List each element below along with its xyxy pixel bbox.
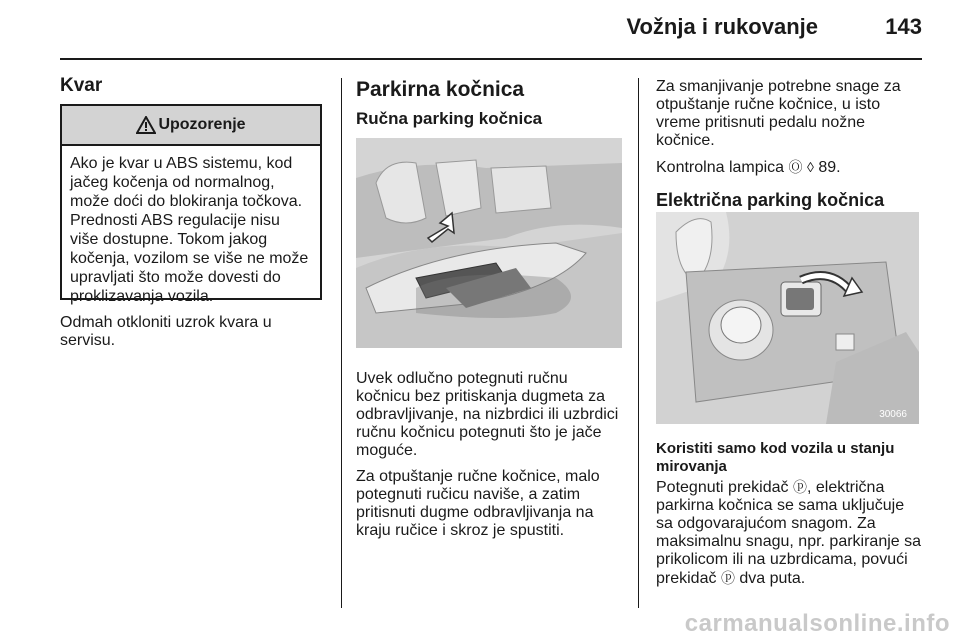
- right-paragraph-1: Za smanjivanje potrebne snage za otpuštanje ručne kočnice, u isto vreme pritisnuti pedalu nožne kočnice.: [656, 78, 901, 149]
- middle-paragraph-1: Uvek odlučno potegnuti ručnu kočnicu bez pritiskanja dugmeta za odbravljivanje, na nizbrdici ili uzbrdici ručnu kočnicu potegnuti što je jače moguće.: [356, 370, 619, 459]
- column-divider-right: [638, 78, 639, 608]
- illustration-number: 30066: [879, 409, 907, 420]
- bold-note: Koristiti samo kod vozila u stanju mirovanja: [656, 440, 895, 475]
- brake-lamp-icon: Ⓞ: [788, 159, 803, 175]
- handbrake-drawing: [356, 138, 622, 348]
- warning-title: Upozorenje: [158, 116, 246, 133]
- lamp-text: Kontrolna lampica: [656, 159, 785, 176]
- left-column: [60, 74, 324, 98]
- watermark: carmanualsonline.info: [684, 610, 950, 637]
- header-rule: [60, 58, 922, 60]
- warning-header: [62, 106, 320, 146]
- right-paragraph-2: [656, 478, 924, 588]
- right-top-block: [656, 78, 922, 211]
- right-paragraph-2-a: Potegnuti prekidač: [656, 479, 789, 496]
- subheading-rucna: Ručna parking kočnica: [356, 109, 543, 128]
- left-paragraph: Odmah otkloniti uzrok kvara u servisu.: [60, 314, 272, 349]
- column-divider-left: [341, 78, 342, 608]
- reference-arrow-icon: ◊: [806, 159, 814, 175]
- warning-text: Ako je kvar u ABS sistemu, kod jačeg kočenja od normalnog, može doći do blokiranja točkova. Prednosti ABS regulacije nisu više dostupne. Tokom jakog kočenja, vozilom se više ne može upravljati što može dovesti do proklizavanja vozila.: [70, 155, 309, 305]
- page-header-title: Vožnja i rukovanje: [626, 14, 818, 39]
- handbrake-illustration: [356, 138, 622, 348]
- right-paragraph-2-c: dva puta.: [739, 570, 806, 587]
- middle-text-block: [356, 370, 626, 540]
- right-paragraph-2-b: , električna parkirna kočnica se sama uključuje sa odgovarajućom snagom. Za maksimalnu snagu, npr. parkiranje sa prikolicom ili na uzbrdicama, povući prekidač: [656, 479, 922, 587]
- warning-box: [60, 104, 322, 305]
- parking-switch-icon: ⓟ: [792, 479, 807, 495]
- section-heading-kvar: Kvar: [60, 75, 103, 96]
- left-paragraph-block: [60, 314, 280, 350]
- electric-brake-illustration: [656, 212, 919, 424]
- page-number: 143: [885, 14, 922, 39]
- warning-triangle-icon: [136, 116, 156, 134]
- electric-brake-drawing: [656, 212, 919, 424]
- parking-switch-icon-2: ⓟ: [720, 570, 735, 586]
- lamp-reference-page: 89.: [818, 159, 841, 176]
- lamp-line: [656, 158, 922, 177]
- middle-paragraph-2: Za otpuštanje ručne kočnice, malo potegnuti ručicu naviše, a zatim pritisnuti dugme odbravljivanja na kraju ručice i skroz je spustiti.: [356, 468, 600, 539]
- right-text-block: [656, 440, 924, 588]
- middle-heading-block: [356, 76, 626, 130]
- section-heading-elektricna: Električna parking kočnica: [656, 190, 885, 210]
- section-heading-parkirna: Parkirna kočnica: [356, 78, 525, 101]
